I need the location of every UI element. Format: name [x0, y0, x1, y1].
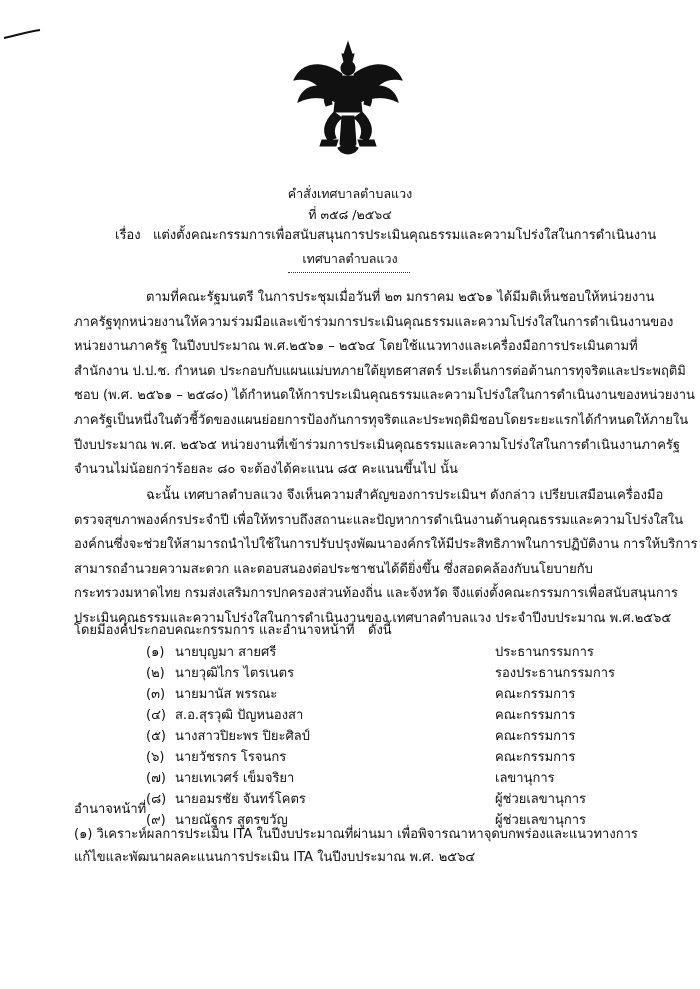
paragraph-line: สำนักงาน ป.ป.ช. กำหนด ประกอบกับแผนแม่บทภายใต้ยุทธศาสตร์ ประเด็นการต่อต้านการทุจริตและประพฤติมิ	[74, 363, 686, 379]
member-name: ส.อ.สุรวุฒิ ปัญหนองสา	[175, 708, 304, 723]
member-number: (๕)	[146, 729, 166, 744]
composition-as-follows: ดังนี้	[368, 623, 392, 638]
paragraph-line: ฉะนั้น เทศบาลตำบลแวง จึงเห็นความสำคัญของการประเมินฯ ดังกล่าว เปรียบเสมือนเครื่องมือ	[146, 488, 664, 503]
paragraph-line: จำนวนไม่น้อยกว่าร้อยละ ๘๐ จะต้องได้คะแนน ๘๕ คะแนนขึ้นไป นั้น	[74, 462, 458, 478]
paragraph-line: ภาครัฐเป็นหนึ่งในตัวชี้วัดของแผนย่อยการป้องกันการทุจริตและประพฤติมิชอบโดยระยะแรกได้กำหนดให้ภายใน	[74, 412, 689, 428]
composition-intro: โดยมีองค์ประกอบคณะกรรมการ และอำนาจหน้าที่	[74, 623, 355, 638]
duty-item-1-line-1: (๑) วิเคราะห์ผลการประเมิน ITA ในปีงบประมาณที่ผ่านมา เพื่อพิจารณาหาจุดบกพร่องและแนวทางการ	[74, 827, 638, 842]
duties-heading: อำนาจหน้าที่	[74, 802, 147, 817]
paragraph-2	[74, 484, 698, 632]
subject-label: เรื่อง	[115, 228, 141, 243]
member-role: คณะกรรมการ	[495, 708, 576, 723]
duty-item-1-line-2: แก้ไขและพัฒนาผลคะแนนการประเมิน ITA ในปีงบประมาณ พ.ศ. ๒๕๖๔	[74, 850, 476, 865]
paragraph-line: องค์กนซึ่งจะช่วยให้สามารถนำไปใช้ในการปรับปรุงพัฒนาองค์กรให้มีประสิทธิภาพในการปฏิบัติงาน การให้บริการ	[74, 537, 698, 553]
member-name: นางสาวปิยะพร ปิยะศิลป์	[175, 729, 310, 744]
member-name: นายมานัส พรรณะ	[175, 687, 278, 702]
paragraph-line: ตรวจสุขภาพองค์กรประจำปี เพื่อให้ทราบถึงสถานะและปัญหาการดำเนินงานด้านคุณธรรมและความโปร่งใสใน	[74, 512, 684, 528]
member-number: (๔)	[146, 708, 166, 723]
member-name: นายเทเวศร์ เข็มจริยา	[175, 771, 295, 786]
separator-line	[288, 272, 410, 273]
paragraph-line: ตามที่คณะรัฐมนตรี ในการประชุมเมื่อวันที่ ๒๓ มกราคม ๒๕๖๑ ได้มีมติเห็นชอบให้หน่วยงาน	[146, 290, 655, 305]
member-number: (๗)	[146, 771, 166, 786]
member-role: เลขานุการ	[495, 771, 555, 786]
member-name: นายวุฒิไกร ไตรเนตร	[175, 666, 295, 681]
member-role: ผู้ช่วยเลขานุการ	[495, 813, 586, 828]
member-role: รองประธานกรรมการ	[495, 666, 616, 681]
member-role: ผู้ช่วยเลขานุการ	[495, 792, 586, 807]
garuda-emblem-icon	[292, 40, 404, 158]
member-role: คณะกรรมการ	[495, 687, 576, 702]
member-name: นายอมรชัย จันทร์โคตร	[175, 792, 306, 807]
member-role: ประธานกรรมการ	[495, 645, 594, 660]
pen-stroke-mark	[2, 28, 42, 42]
paragraph-line: ปีงบประมาณ พ.ศ. ๒๕๖๕ หน่วยงานที่เข้าร่วมการประเมินคุณธรรมและความโปร่งใสในการดำเนินงานภาครัฐ	[74, 437, 681, 453]
paragraph-line: ประเมินคุณธรรมและความโปร่งใสในการดำเนินงานของ เทศบาลตำบลแวง ประจำปีงบประมาณ พ.ศ.๒๕๖๕	[74, 610, 672, 626]
order-title: คำสั่งเทศบาลตำบลแวง	[287, 186, 413, 201]
member-number: (๓)	[146, 687, 166, 702]
paragraph-line: ภาครัฐทุกหน่วยงานให้ความร่วมมือและเข้าร่วมการประเมินคุณธรรมและความโปร่งใสในการดำเนินงานของ	[74, 314, 674, 330]
paragraph-line: สามารถอำนวยความสะดวก และตอบสนองต่อประชาชนได้ดียิ่งขึ้น ซึ่งสอดคล้องกับนโยบายกับ	[74, 561, 593, 577]
member-name: นายณัฐกร สูตรขวัญ	[175, 813, 288, 828]
subject-line-2: เทศบาลตำบลแวง	[302, 251, 398, 266]
member-name: นายบุญมา สายศรี	[175, 645, 277, 660]
member-number: (๒)	[146, 666, 165, 681]
member-number: (๙)	[146, 813, 166, 828]
paragraph-line: หน่วยงานภาครัฐ ในปีงบประมาณ พ.ศ.๒๕๖๑ – ๒๕๖๔ โดยใช้แนวทางและเครื่องมือการประเมินตามที่	[74, 339, 638, 355]
member-number: (๘)	[146, 792, 167, 807]
paragraph-line: กระทรวงมหาดไทย กรมส่งเสริมการปกครองส่วนท้องถิ่น และจังหวัด จึงแต่งตั้งคณะกรรมการเพื่อสนับสนุนการ	[74, 586, 678, 602]
member-role: คณะกรรมการ	[495, 729, 576, 744]
member-name: นายวัชรกร โรจนกร	[175, 750, 287, 765]
paragraph-1	[74, 286, 695, 483]
member-number: (๑)	[146, 645, 165, 660]
member-role: คณะกรรมการ	[495, 750, 576, 765]
subject-line-1: แต่งตั้งคณะกรรมการเพื่อสนับสนุนการประเมินคุณธรรมและความโปร่งใสในการดำเนินงาน	[153, 228, 657, 243]
paragraph-line: ชอบ (พ.ศ. ๒๕๖๑ – ๒๕๘๐) ได้กำหนดให้การประเมินคุณธรรมและความโปร่งใสในการดำเนินงานของหน่วยงาน	[74, 388, 695, 404]
order-number: ที่ ๓๕๘ /๒๕๖๔	[308, 207, 392, 222]
member-number: (๖)	[146, 750, 165, 765]
